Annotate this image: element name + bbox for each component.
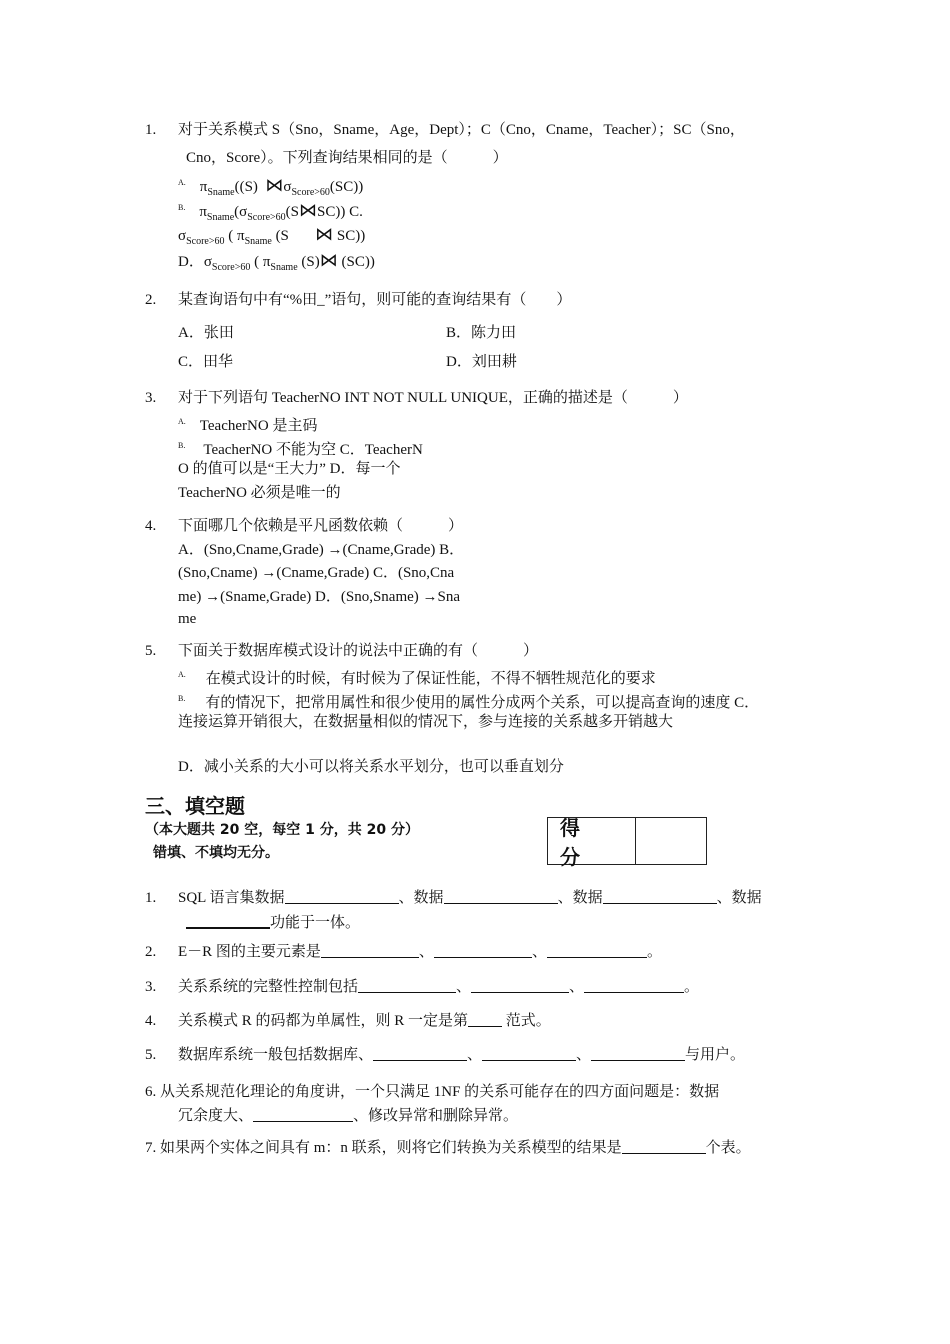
q1-option-d	[178, 250, 375, 278]
q2-option-b: B．陈力田	[446, 325, 517, 341]
fill-question-4	[178, 1011, 551, 1031]
fill3-number: 3.	[145, 979, 157, 995]
text: TeacherNO 是主码	[199, 418, 318, 434]
q3-option-a	[178, 412, 317, 436]
subscript: Score>60	[291, 187, 330, 198]
text: 。	[684, 979, 700, 995]
fill-question-6: 6. 从关系规范化理论的角度讲，一个只满足 1NF 的关系可能存在的四方面问题是：数据	[145, 1084, 720, 1100]
score-value-cell	[636, 818, 706, 864]
fill-question-6-cont	[178, 1106, 518, 1126]
text: 、数据	[398, 890, 444, 906]
answer-blank	[482, 1045, 576, 1061]
text: 功能于一体。	[270, 915, 361, 931]
q5-stem: 下面关于数据库模式设计的说法中正确的有（ ）	[178, 643, 539, 659]
pi-symbol: π	[199, 179, 208, 195]
answer-blank	[186, 912, 270, 929]
text: 关系模式 R 的码都为单属性，则 R 一定是第	[178, 1013, 469, 1029]
answer-blank	[253, 1106, 353, 1122]
subscript: Score>60	[247, 212, 286, 223]
text: 。	[646, 944, 662, 960]
fill-question-5	[178, 1045, 745, 1065]
answer-blank	[622, 1138, 706, 1154]
text: SQL 语言集数据	[178, 890, 285, 906]
text: 数据库系统一般包括数据库、	[178, 1047, 374, 1063]
text: 在模式设计的时候，有时候为了保证性能，不得不牺牲规范化的要求	[205, 671, 656, 687]
fill4-number: 4.	[145, 1013, 157, 1029]
text: 、修改异常和删除异常。	[353, 1108, 519, 1124]
score-label: 得分	[548, 818, 636, 864]
q3-options-line3: O 的值可以是“王大力” D．每一个	[178, 461, 401, 477]
text: D．σ	[178, 254, 212, 270]
q4-options-line2: (Sno,Cname) →(Cname,Grade) C．(Sno,Cna	[178, 565, 455, 581]
pi-symbol: π	[199, 204, 207, 220]
text: 7. 如果两个实体之间具有 m：n 联系，则将它们转换为关系模型的结果是	[145, 1140, 622, 1156]
text: 有的情况下，把常用属性和很少使用的属性分成两个关系，可以提高查询的速度 C．	[205, 695, 760, 711]
text: (SC))	[337, 254, 375, 270]
join-symbol-icon: ⋈	[299, 200, 317, 220]
text: 冗余度大、	[178, 1108, 254, 1124]
q1-number: 1.	[145, 122, 157, 138]
q4-stem: 下面哪几个依赖是平凡函数依赖（ ）	[178, 518, 464, 534]
fill-question-7	[145, 1138, 751, 1158]
text: 、	[569, 979, 585, 995]
text: (S	[271, 228, 289, 244]
q1-stem-line2: Cno，Score）。下列查询结果相同的是（ ）	[186, 150, 508, 166]
subscript: Sname	[244, 236, 272, 247]
fill-question-2	[178, 942, 662, 962]
text: 与用户。	[685, 1047, 746, 1063]
text: 、	[456, 979, 472, 995]
answer-blank	[584, 977, 684, 993]
q2-option-d: D．刘田耕	[446, 354, 517, 370]
q3-option-b	[178, 436, 423, 460]
text: 、数据	[716, 890, 762, 906]
answer-blank	[444, 888, 558, 904]
text: 、	[418, 944, 434, 960]
subscript: Sname	[206, 212, 235, 223]
join-symbol-icon: ⋈	[319, 250, 338, 270]
q5-number: 5.	[145, 643, 157, 659]
q2-number: 2.	[145, 292, 157, 308]
section-note: 错填、不填均无分。	[153, 845, 279, 861]
text: ( π	[250, 254, 271, 270]
join-symbol-icon: ⋈	[265, 175, 284, 195]
subscript: Score>60	[211, 262, 251, 273]
q3-option-a-marker: A.	[178, 417, 186, 426]
text: ( π	[224, 228, 245, 244]
answer-blank	[591, 1045, 685, 1061]
text: 范式。	[502, 1013, 551, 1029]
q2-option-c: C．田华	[178, 354, 234, 370]
fill5-number: 5.	[145, 1047, 157, 1063]
fill-question-1	[178, 888, 762, 908]
answer-blank	[321, 942, 419, 958]
fill-question-3	[178, 977, 699, 997]
q2-option-a: A．张田	[178, 325, 234, 341]
q5-option-a	[178, 665, 656, 689]
join-symbol-icon: ⋈	[315, 224, 334, 244]
answer-blank	[434, 942, 532, 958]
q5-option-b	[178, 689, 759, 713]
text: E－R 图的主要元素是	[178, 944, 321, 960]
answer-blank	[358, 977, 456, 993]
q3-options-line4: TeacherNO 必须是唯一的	[178, 485, 341, 501]
q3-stem: 对于下列语句 TeacherNO INT NOT NULL UNIQUE，正确的描述是（ ）	[178, 390, 688, 406]
subscript: Sname	[207, 187, 235, 198]
answer-blank	[468, 1011, 502, 1027]
q4-options-line1: A．(Sno,Cname,Grade) →(Cname,Grade) B．	[178, 542, 465, 558]
text: 、	[531, 944, 547, 960]
text: (SC))	[329, 179, 364, 195]
text: (S)	[297, 254, 320, 270]
q4-options-line3: me) →(Sname,Grade) D．(Sno,Sname) →Sna	[178, 589, 461, 605]
answer-blank	[603, 888, 717, 904]
fill2-number: 2.	[145, 944, 157, 960]
q3-option-b-marker: B.	[178, 441, 186, 450]
q5-option-b-marker: B.	[178, 694, 186, 703]
sigma-symbol: σ	[178, 228, 187, 244]
fill-question-1-cont	[186, 912, 360, 933]
q5-option-a-marker: A.	[178, 670, 186, 679]
text: TeacherNO 不能为空 C．TeacherN	[203, 442, 423, 458]
q1-option-b-marker: B.	[178, 203, 186, 212]
q1-stem-line1: 对于关系模式 S（Sno，Sname，Age，Dept）；C（Cno，Cname，Teacher）；SC（Sno，	[178, 122, 745, 138]
answer-blank	[373, 1045, 467, 1061]
text: 个表。	[705, 1140, 751, 1156]
subscript: Sname	[270, 262, 298, 273]
score-box	[547, 816, 707, 869]
text: SC)) C.	[317, 204, 363, 220]
q5-options-line3: 连接运算开销很大，在数据量相似的情况下，参与连接的关系越多开销越大	[178, 714, 674, 730]
q4-number: 4.	[145, 518, 157, 534]
section-note: （本大题共 20 空，每空 1 分，共 20 分）	[145, 822, 419, 838]
text: 、数据	[557, 890, 603, 906]
section-title: 三、填空题	[145, 794, 245, 818]
text: (S	[285, 204, 299, 220]
text: SC))	[333, 228, 366, 244]
text: ((S)	[234, 179, 258, 195]
answer-blank	[471, 977, 569, 993]
text: 、	[576, 1047, 592, 1063]
q3-number: 3.	[145, 390, 157, 406]
sigma-symbol: σ	[283, 179, 292, 195]
q4-options-line4: me	[178, 611, 197, 627]
answer-blank	[547, 942, 647, 958]
q2-stem: 某查询语句中有“%田_”语句，则可能的查询结果有（ ）	[178, 292, 572, 308]
answer-blank	[285, 888, 399, 904]
text: (σ	[234, 204, 248, 220]
text: 、	[467, 1047, 483, 1063]
fill1-number: 1.	[145, 890, 157, 906]
q5-option-d: D．减小关系的大小可以将关系水平划分，也可以垂直划分	[178, 759, 564, 775]
q1-option-a-marker: A.	[178, 178, 186, 187]
text: 关系系统的完整性控制包括	[178, 979, 359, 995]
q1-option-c	[178, 224, 365, 252]
subscript: Score>60	[186, 236, 225, 247]
